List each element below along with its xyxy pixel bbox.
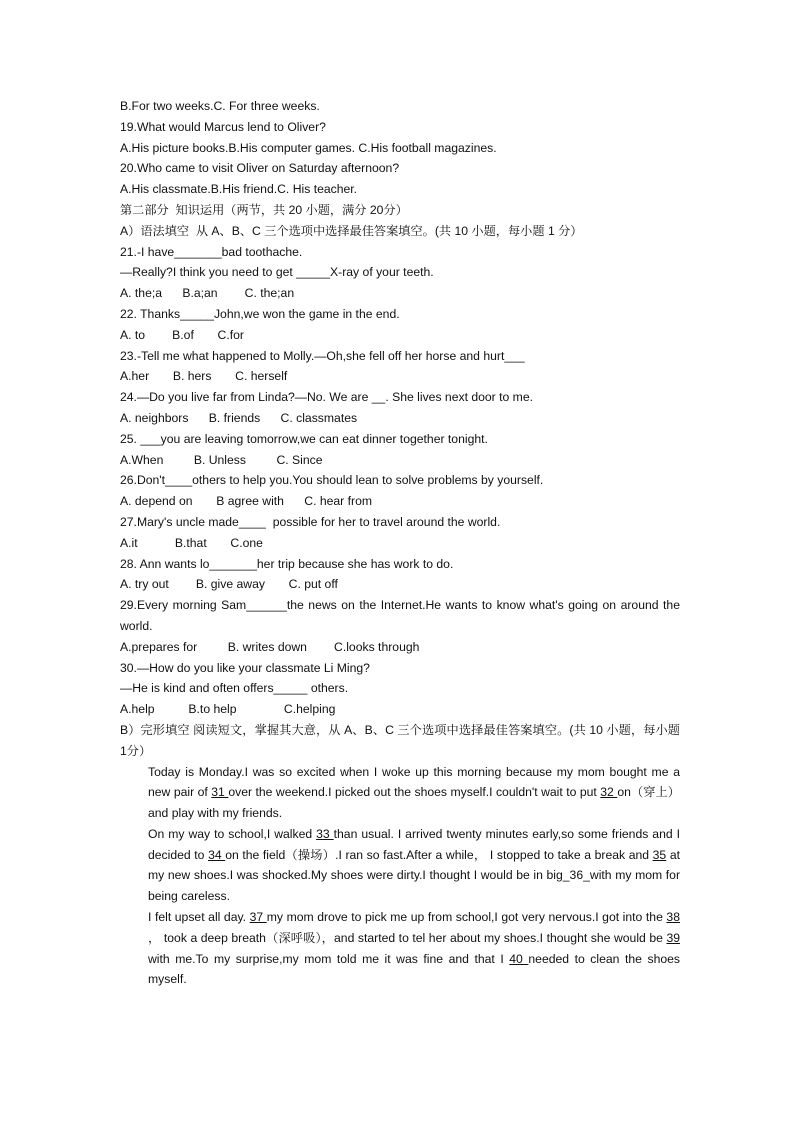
text-line: 24.—Do you live far from Linda?—No. We are __. She lives next door to me.	[120, 390, 533, 405]
passage-paragraph-3: I felt upset all day. 37 my mom drove to pick me up from school,I got very nervous.I got into the 38 ， took a deep breath（深呼吸），and started to tel her about my shoes.I thought she would be 39 with me.To my surprise,my mom told me it was fine and that I 40 needed to clean the shoes myself.	[148, 910, 680, 987]
text-line: 19.What would Marcus lend to Oliver?	[120, 119, 326, 134]
text-line: A. try out B. give away C. put off	[120, 577, 338, 592]
text-line: 27.Mary's uncle made____ possible for her to travel around the world.	[120, 514, 501, 529]
text-line: —Really?I think you need to get _____X-ray of your teeth.	[120, 265, 434, 280]
passage-paragraph-1: Today is Monday.I was so excited when I woke up this morning because my mom bought me a new pair of 31 over the weekend.I picked out the shoes myself.I couldn't wait to put 32 on（穿上）and play with my friends.	[148, 764, 680, 821]
text-line: 23.-Tell me what happened to Molly.—Oh,she fell off her horse and hurt___	[120, 348, 525, 363]
text-line: A.help B.to help C.helping	[120, 702, 336, 717]
questions-block	[120, 96, 680, 595]
text-line: A.prepares for B. writes down C.looks through	[120, 639, 420, 654]
text-line: 25. ___you are leaving tomorrow,we can eat dinner together tonight.	[120, 431, 488, 446]
text-line: A）语法填空 从 A、B、C 三个选项中选择最佳答案填空。(共 10 小题，每小题 1 分）	[120, 223, 583, 238]
document-page	[120, 96, 680, 990]
text-line: 26.Don't____others to help you.You should lean to solve problems by yourself.	[120, 473, 544, 488]
text-line: A. neighbors B. friends C. classmates	[120, 410, 358, 425]
text-line: 20.Who came to visit Oliver on Saturday afternoon?	[120, 161, 400, 176]
text-line: 28. Ann wants lo_______her trip because she has work to do.	[120, 556, 454, 571]
text-line: 21.-I have_______bad toothache.	[120, 244, 303, 259]
text-line: A.His classmate.B.His friend.C. His teacher.	[120, 182, 358, 197]
text-line: A. the;a B.a;an C. the;an	[120, 286, 295, 301]
text-line: —He is kind and often offers_____ others.	[120, 681, 349, 696]
questions-block-2	[120, 637, 680, 720]
passage-paragraph-2: On my way to school,I walked 33 than usual. I arrived twenty minutes early,so some friends and I decided to 34 on the field（操场）.I ran so fast.After a while， I stopped to take a break and 35 at my new shoes.I was shocked.My shoes were dirty.I thought I would be in big_36_with my mom for being careless.	[148, 826, 680, 904]
text-line: A. to B.of C.for	[120, 327, 244, 342]
text-line: 30.—How do you like your classmate Li Ming?	[120, 660, 370, 675]
question-29: 29.Every morning Sam______the news on the Internet.He wants to know what's going on around the world.	[120, 598, 680, 633]
section-b-heading: B）完形填空 阅读短文，掌握其大意，从 A、B、C 三个选项中选择最佳答案填空。(共 10 小题，每小题 1分）	[120, 722, 680, 758]
text-line: 第二部分 知识运用（两节，共 20 小题，满分 20分）	[120, 202, 408, 217]
text-line: A.it B.that C.one	[120, 535, 263, 550]
text-line: A.When B. Unless C. Since	[120, 452, 323, 467]
text-line: 22. Thanks_____John,we won the game in the end.	[120, 306, 400, 321]
text-line: A.her B. hers C. herself	[120, 369, 288, 384]
text-line: A.His picture books.B.His computer games. C.His football magazines.	[120, 140, 497, 155]
text-line: B.For two weeks.C. For three weeks.	[120, 99, 320, 113]
text-line: A. depend on B agree with C. hear from	[120, 494, 373, 509]
